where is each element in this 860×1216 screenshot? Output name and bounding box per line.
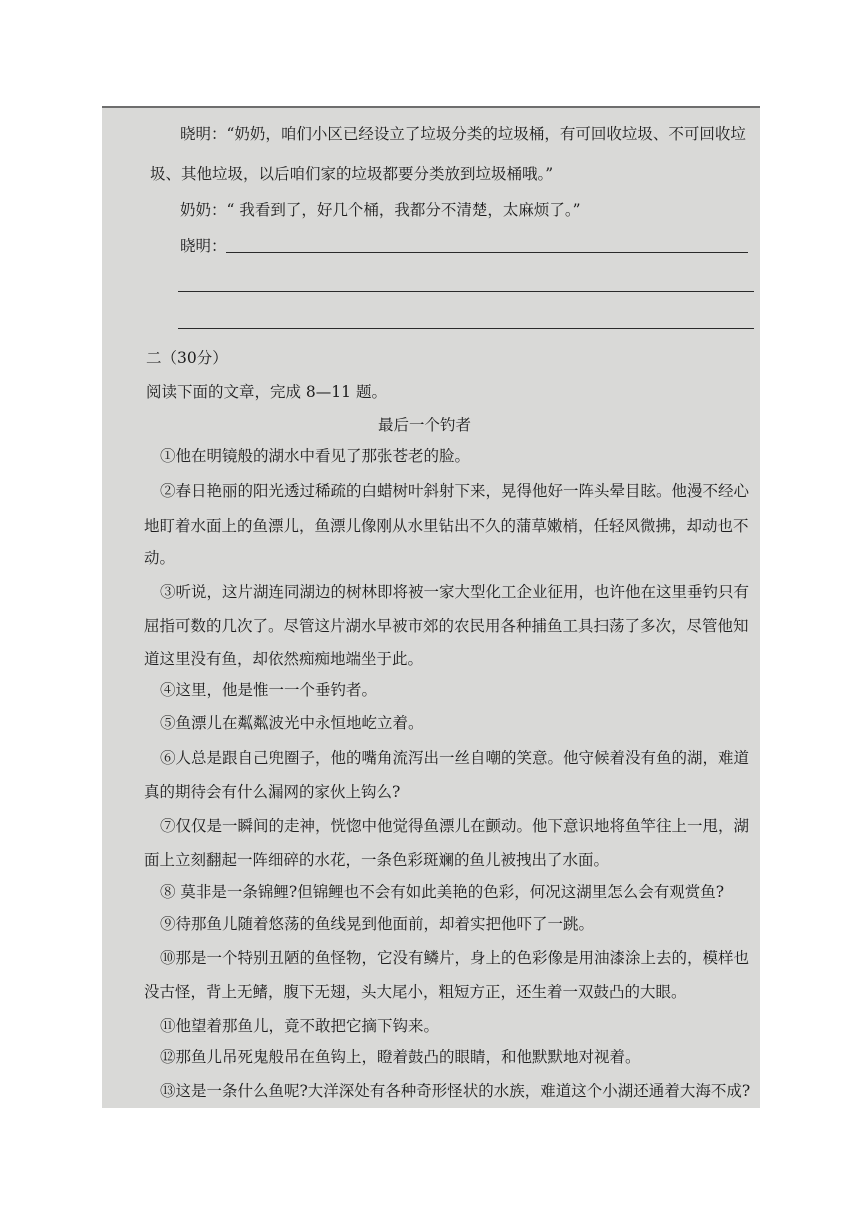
article-line: ⑦仅仅是一瞬间的走神，恍惚中他觉得鱼漂儿在颤动。他下意识地将鱼竿往上一甩，湖 bbox=[160, 817, 750, 835]
article-line: ⑥人总是跟自己兜圈子，他的嘴角流泻出一丝自嘲的笑意。他守候着没有鱼的湖，难道 bbox=[160, 749, 750, 767]
article-line: 道这里没有鱼，却依然痴痴地端坐于此。 bbox=[144, 650, 424, 668]
answer-line-1[interactable] bbox=[226, 252, 748, 253]
article-line: 动。 bbox=[144, 549, 176, 567]
article-line: ⑬这是一条什么鱼呢?大洋深处有各种奇形怪状的水族，难道这个小湖还通着大海不成? bbox=[160, 1082, 751, 1100]
article-line: ⑫那鱼儿吊死鬼般吊在鱼钩上，瞪着鼓凸的眼睛，和他默默地对视着。 bbox=[160, 1048, 641, 1066]
dialogue-line-1: 晓明：“奶奶，咱们小区已经设立了垃圾分类的垃圾桶，有可回收垃圾、不可回收垃 bbox=[180, 125, 746, 143]
article-title: 最后一个钓者 bbox=[378, 416, 472, 434]
article-line: ⑨待那鱼儿随着悠荡的鱼线晃到他面前，却着实把他吓了一跳。 bbox=[160, 915, 595, 933]
dialogue-line-3: 奶奶：“ 我看到了，好几个桶，我都分不清楚，太麻烦了。” bbox=[180, 201, 581, 219]
article-line: 真的期待会有什么漏网的家伙上钩么? bbox=[144, 783, 401, 801]
article-line: 面上立刻翻起一阵细碎的水花，一条色彩斑斓的鱼儿被拽出了水面。 bbox=[144, 851, 610, 869]
article-line: ③听说，这片湖连同湖边的树林即将被一家大型化工企业征用，也许他在这里垂钓只有 bbox=[160, 583, 750, 601]
article-line: ④这里，他是惟一一个垂钓者。 bbox=[160, 681, 378, 699]
answer-label: 晓明： bbox=[180, 237, 227, 255]
exam-page bbox=[102, 108, 760, 1108]
article-line: ⑧ 莫非是一条锦鲤?但锦鲤也不会有如此美艳的色彩，何况这湖里怎么会有观赏鱼? bbox=[160, 883, 725, 901]
article-line: ⑪他望着那鱼儿，竟不敢把它摘下钩来。 bbox=[160, 1017, 440, 1035]
section-instruction: 阅读下面的文章，完成 8—11 题。 bbox=[146, 383, 387, 401]
article-line: 地盯着水面上的鱼漂儿，鱼漂儿像刚从水里钻出不久的蒲草嫩梢，任轻风微拂，却动也不 bbox=[144, 517, 749, 535]
answer-line-3[interactable] bbox=[178, 328, 754, 329]
article-line: ⑩那是一个特别丑陋的鱼怪物，它没有鳞片，身上的色彩像是用油漆涂上去的，模样也 bbox=[160, 949, 750, 967]
section-header: 二（30分） bbox=[146, 349, 228, 367]
dialogue-line-2: 圾、其他垃圾，以后咱们家的垃圾都要分类放到垃圾桶哦。” bbox=[150, 165, 554, 183]
article-line: ⑤鱼漂儿在粼粼波光中永恒地屹立着。 bbox=[160, 714, 424, 732]
article-line: 屈指可数的几次了。尽管这片湖水早被市郊的农民用各种捕鱼工具扫荡了多次，尽管他知 bbox=[144, 617, 749, 635]
article-line: ①他在明镜般的湖水中看见了那张苍老的脸。 bbox=[160, 447, 471, 465]
article-line: 没古怪，背上无鳍，腹下无翅，头大尾小，粗短方正，还生着一双鼓凸的大眼。 bbox=[144, 983, 687, 1001]
article-line: ②春日艳丽的阳光透过稀疏的白蜡树叶斜射下来，晃得他好一阵头晕目眩。他漫不经心 bbox=[160, 482, 750, 500]
answer-line-2[interactable] bbox=[178, 291, 754, 292]
